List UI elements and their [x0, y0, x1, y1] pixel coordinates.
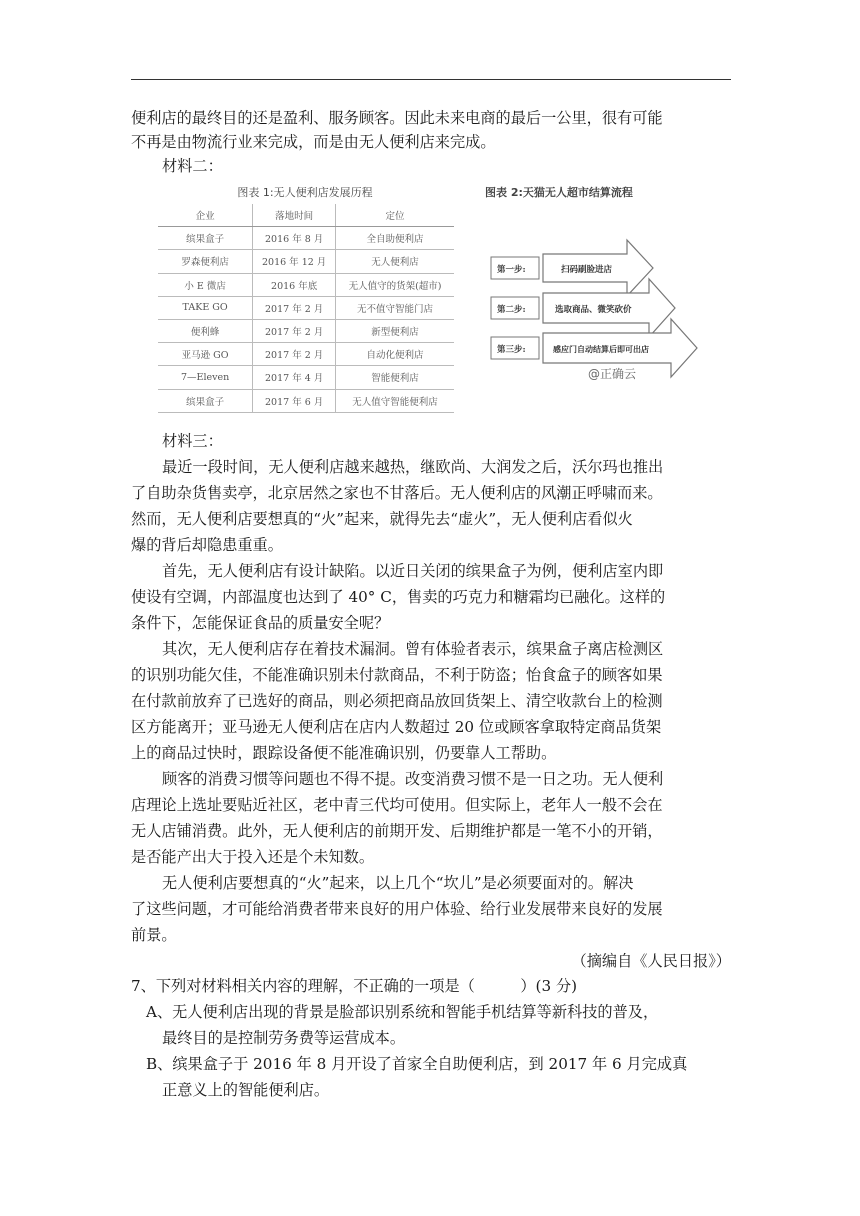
header-rule	[131, 79, 731, 80]
paragraph-line: 条件下，怎能保证食品的质量安全呢？	[131, 614, 390, 632]
column-header: 定位	[336, 204, 454, 227]
cell-company: 罗森便利店	[158, 250, 253, 273]
cell-date: 2017 年 2 月	[253, 296, 336, 319]
cell-positioning: 无人值守智能便利店	[336, 389, 454, 412]
cell-date: 2017 年 6 月	[253, 389, 336, 412]
cell-company: 亚马逊 GO	[158, 343, 253, 366]
paragraph-line: 使设有空调，内部温度也达到了 40° C，售卖的巧克力和糖霜均已融化。这样的	[131, 588, 666, 606]
table-row	[158, 319, 454, 342]
cell-company: 缤果盒子	[158, 389, 253, 412]
step-action: 扫码刷脸进店	[561, 265, 613, 275]
paragraph-line: 前景。	[131, 926, 177, 944]
cell-date: 2017 年 2 月	[253, 343, 336, 366]
cell-positioning: 无人值守的货架(超市)	[336, 273, 454, 296]
table-row	[158, 250, 454, 273]
step-action: 选取商品、微笑砍价	[555, 305, 632, 315]
table-row	[158, 296, 454, 319]
cell-positioning: 智能便利店	[336, 366, 454, 389]
figure1-timeline-table	[155, 180, 455, 410]
column-header: 落地时间	[253, 204, 336, 227]
paragraph-line: 店理论上选址要贴近社区，老中青三代均可使用。但实际上，老年人一般不会在	[131, 796, 663, 814]
step-label: 第一步:	[497, 265, 526, 275]
column-header: 企业	[158, 204, 253, 227]
question-stem: 7、下列对材料相关内容的理解，不正确的一项是（ ）(3 分)	[131, 977, 578, 995]
source-citation: （摘编自《人民日报》）	[571, 952, 731, 970]
paragraph-line: 区方能离开；亚马逊无人便利店在店内人数超过 20 位或顾客拿取特定商品货架	[131, 718, 662, 736]
cell-date: 2017 年 2 月	[253, 319, 336, 342]
table-row	[158, 389, 454, 412]
paragraph-line: 爆的背后却隐患重重。	[131, 536, 283, 554]
step-label: 第二步:	[497, 305, 526, 315]
table-header-row	[158, 204, 454, 227]
cell-positioning: 自动化便利店	[336, 343, 454, 366]
cell-date: 2016 年 8 月	[253, 227, 336, 250]
cell-date: 2017 年 4 月	[253, 366, 336, 389]
option-a-continued: 最终目的是控制劳务费等运营成本。	[162, 1029, 405, 1047]
step-1	[491, 240, 653, 296]
paragraph-line: 便利店的最终目的还是盈利、服务顾客。因此未来电商的最后一公里，很有可能	[131, 109, 663, 127]
paragraph-line: 是否能产出大于投入还是个未知数。	[131, 848, 374, 866]
cell-company: 便利蜂	[158, 319, 253, 342]
table-row	[158, 273, 454, 296]
paragraph-line: 顾客的消费习惯等问题也不得不提。改变消费习惯不是一日之功。无人便利	[162, 770, 664, 788]
table-row	[158, 227, 454, 250]
paragraph-line: 在付款前放弃了已选好的商品，则必须把商品放回货架上、清空收款台上的检测	[131, 692, 663, 710]
cell-company: 小 E 微店	[158, 273, 253, 296]
cell-company: 缤果盒子	[158, 227, 253, 250]
paragraph-line: 首先，无人便利店有设计缺陷。以近日关闭的缤果盒子为例，便利店室内即	[162, 562, 664, 580]
material2-label: 材料二：	[162, 157, 223, 175]
cell-company: TAKE GO	[158, 296, 253, 319]
cell-positioning: 无不值守智能门店	[336, 296, 454, 319]
step-action: 感应门自动结算后即可出店	[553, 344, 649, 354]
cell-positioning: 全自助便利店	[336, 227, 454, 250]
cell-company: 7—Eleven	[158, 366, 253, 389]
paragraph-line: 最近一段时间，无人便利店越来越热，继欧尚、大润发之后，沃尔玛也推出	[162, 458, 664, 476]
paragraph-line: 其次，无人便利店存在着技术漏洞。曾有体验者表示，缤果盒子离店检测区	[162, 640, 664, 658]
option-a: A、无人便利店出现的背景是脸部识别系统和智能手机结算等新科技的普及，	[146, 1003, 659, 1021]
paragraph-line: 了自助杂货售卖亭，北京居然之家也不甘落后。无人便利店的风潮正呼啸而来。	[131, 484, 663, 502]
cell-date: 2016 年底	[253, 273, 336, 296]
cell-date: 2016 年 12 月	[253, 250, 336, 273]
figure1-title: 图表 1:无人便利店发展历程	[237, 186, 373, 199]
option-b-continued: 正意义上的智能便利店。	[162, 1081, 330, 1099]
paragraph-line: 无人店铺消费。此外，无人便利店的前期开发、后期维护都是一笔不小的开销，	[131, 822, 663, 840]
material3-label: 材料三：	[162, 432, 223, 450]
figure2-title: 图表 2:天猫无人超市结算流程	[485, 186, 633, 199]
paragraph-line: 无人便利店要想真的“火”起来，以上几个“坎儿”是必须要面对的。解决	[162, 874, 634, 892]
table-row	[158, 366, 454, 389]
paragraph-line: 然而，无人便利店要想真的“火”起来，就得先去“虚火”，无人便利店看似火	[131, 510, 633, 528]
paragraph-line: 上的商品过快时，跟踪设备便不能准确识别，仍要靠人工帮助。	[131, 744, 557, 762]
option-b: B、缤果盒子于 2016 年 8 月开设了首家全自助便利店，到 2017 年 6 月完成真	[146, 1055, 688, 1073]
step-2	[491, 279, 675, 337]
paragraph-line: 的识别功能欠佳，不能准确识别未付款商品，不利于防盗；怡食盒子的顾客如果	[131, 666, 663, 684]
paragraph-line: 了这些问题，才可能给消费者带来良好的用户体验、给行业发展带来良好的发展	[131, 900, 663, 918]
cell-positioning: 新型便利店	[336, 319, 454, 342]
cell-positioning: 无人便利店	[336, 250, 454, 273]
timeline-table	[158, 204, 454, 413]
watermark-logo: @正确云	[588, 367, 637, 381]
table-row	[158, 343, 454, 366]
paragraph-line: 不再是由物流行业来完成，而是由无人便利店来完成。	[131, 133, 496, 151]
step-label: 第三步:	[497, 345, 526, 355]
